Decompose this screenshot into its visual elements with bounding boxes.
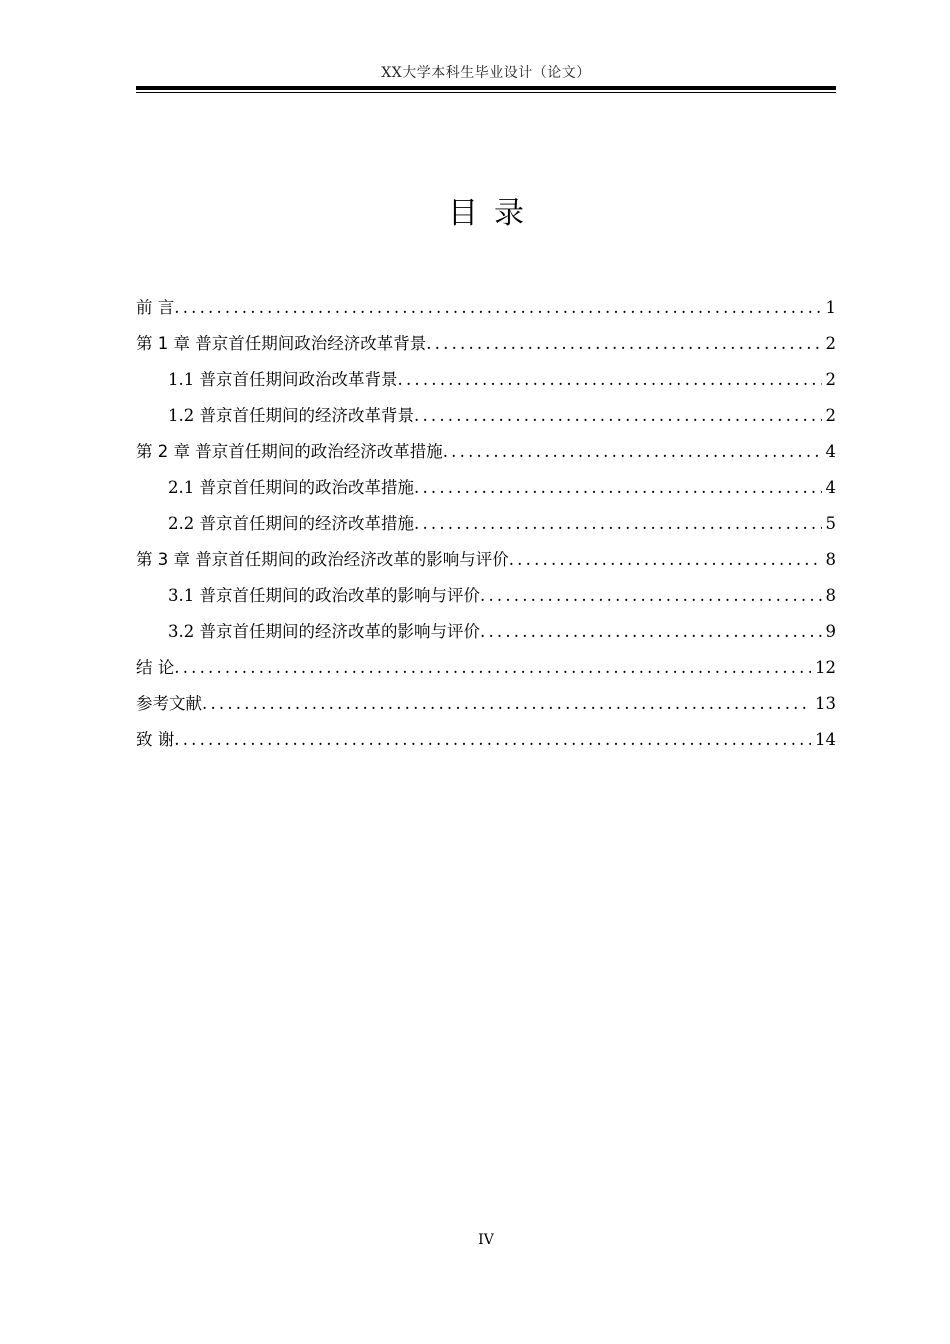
toc-entry[interactable] (136, 650, 836, 686)
toc-entry-page: 5 (825, 514, 836, 533)
toc-leader-dots (426, 326, 821, 362)
toc-entry-page: 8 (825, 586, 836, 605)
toc-leader-dots (202, 686, 811, 722)
page-number: IV (478, 1232, 494, 1248)
toc-entry-page: 8 (825, 550, 836, 569)
toc-title: 目录 (448, 196, 540, 231)
toc-entry-page: 12 (815, 658, 836, 677)
toc-entry[interactable] (136, 398, 836, 434)
toc-leader-dots (480, 578, 822, 614)
toc-entry-page: 14 (815, 730, 836, 749)
toc-entry-label: 2.2 普京首任期间的经济改革措施 (168, 514, 414, 533)
toc-entry-page: 2 (825, 406, 836, 425)
toc-entry-label: 第 3 章 普京首任期间的政治经济改革的影响与评价 (136, 550, 509, 569)
toc-entry-label: 结 论 (136, 658, 175, 677)
toc-leader-dots (174, 650, 811, 686)
toc-entry[interactable] (136, 722, 836, 758)
toc-entry-label: 3.1 普京首任期间的政治改革的影响与评价 (168, 586, 480, 605)
toc-entry-page: 9 (825, 622, 836, 641)
table-of-contents (136, 290, 836, 758)
header-rule-thick (136, 86, 836, 90)
toc-entry[interactable] (136, 506, 836, 542)
toc-leader-dots (414, 506, 822, 542)
toc-entry-page: 4 (825, 478, 836, 497)
toc-entry-label: 前 言 (136, 298, 175, 317)
toc-leader-dots (398, 362, 822, 398)
toc-entry-page: 2 (825, 370, 836, 389)
toc-entry-label: 2.1 普京首任期间的政治改革措施 (168, 478, 414, 497)
toc-entry-label: 第 1 章 普京首任期间政治经济改革背景 (136, 334, 427, 353)
toc-entry[interactable] (136, 542, 836, 578)
toc-entry-page: 2 (825, 334, 836, 353)
toc-entry[interactable] (136, 470, 836, 506)
toc-entry-label: 致 谢 (136, 730, 175, 749)
toc-entry-page: 4 (825, 442, 836, 461)
toc-entry[interactable] (136, 362, 836, 398)
toc-leader-dots (443, 434, 822, 470)
toc-leader-dots (174, 290, 821, 326)
toc-entry-label: 1.1 普京首任期间政治改革背景 (168, 370, 398, 389)
toc-leader-dots (414, 470, 822, 506)
toc-entry-page: 13 (815, 694, 836, 713)
toc-entry[interactable] (136, 578, 836, 614)
header-rule-thin (136, 92, 836, 93)
toc-entry[interactable] (136, 686, 836, 722)
toc-leader-dots (174, 722, 811, 758)
toc-entry-label: 第 2 章 普京首任期间的政治经济改革措施 (136, 442, 443, 461)
toc-entry[interactable] (136, 434, 836, 470)
page-header: XX大学本科生毕业设计（论文） (381, 65, 591, 81)
toc-entry-page: 1 (825, 298, 836, 317)
toc-entry-label: 3.2 普京首任期间的经济改革的影响与评价 (168, 622, 480, 641)
toc-entry[interactable] (136, 614, 836, 650)
toc-leader-dots (480, 614, 822, 650)
toc-entry-label: 1.2 普京首任期间的经济改革背景 (168, 406, 414, 425)
toc-entry[interactable] (136, 326, 836, 362)
toc-entry[interactable] (136, 290, 836, 326)
toc-leader-dots (509, 542, 822, 578)
toc-entry-label: 参考文献 (136, 694, 202, 713)
toc-leader-dots (414, 398, 822, 434)
